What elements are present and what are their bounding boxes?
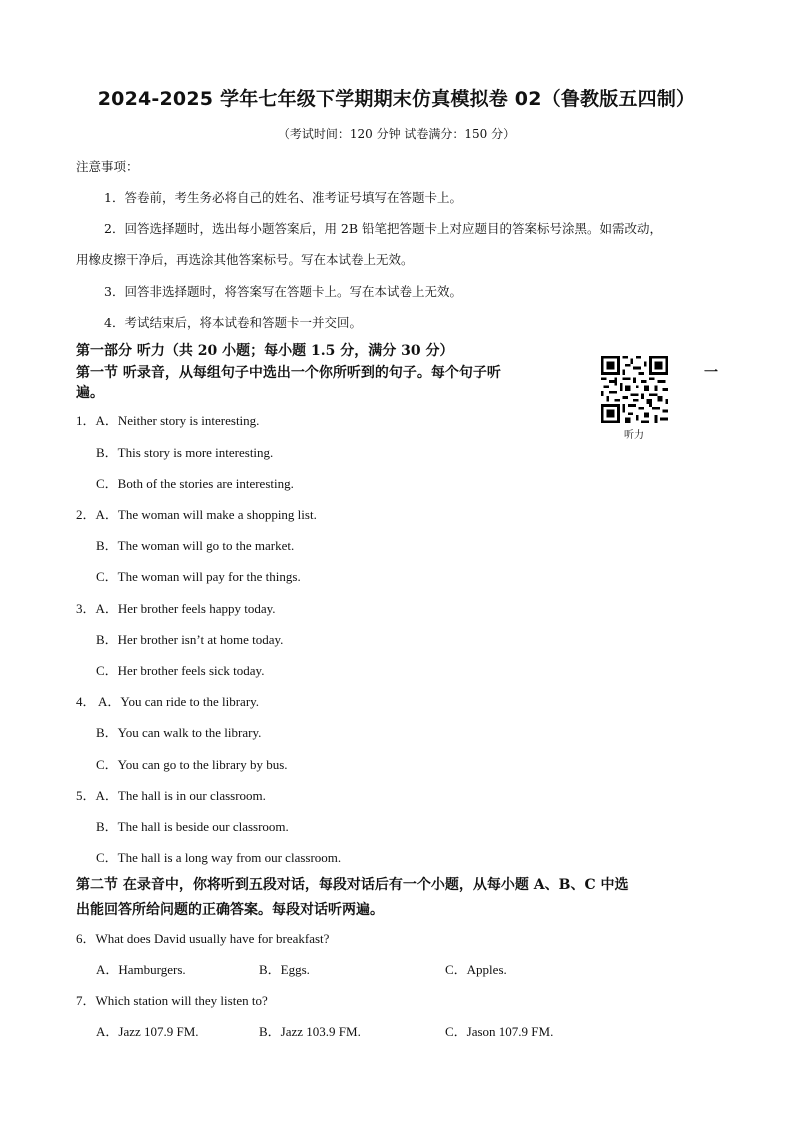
q4-option-c: C．You can go to the library by bus. bbox=[96, 757, 288, 772]
q2-option-c: C．The woman will pay for the things. bbox=[96, 569, 301, 584]
section1-heading-tail: 一 bbox=[704, 365, 718, 381]
note-item-4: 4．考试结束后，将本试卷和答题卡一并交回。 bbox=[104, 315, 362, 330]
exam-info: （考试时间：120 分钟 试卷满分：150 分） bbox=[277, 127, 516, 141]
q6-question: 6．What does David usually have for breakfast? bbox=[76, 931, 330, 946]
section1-heading-cont: 遍。 bbox=[76, 385, 104, 401]
q4-option-a: 4． A．You can ride to the library. bbox=[76, 694, 260, 709]
q1-option-a: 1．A．Neither story is interesting. bbox=[76, 413, 260, 428]
q1-option-c: C．Both of the stories are interesting. bbox=[96, 476, 294, 491]
q7-option-a: A．Jazz 107.9 FM. bbox=[96, 1024, 199, 1039]
q7-option-c: C．Jason 107.9 FM. bbox=[445, 1024, 554, 1039]
notes-heading: 注意事项： bbox=[76, 159, 139, 174]
q1-option-b: B．This story is more interesting. bbox=[96, 445, 274, 460]
q2-option-b: B．The woman will go to the market. bbox=[96, 538, 295, 553]
note-item-1: 1．答卷前，考生务必将自己的姓名、准考证号填写在答题卡上。 bbox=[104, 190, 462, 205]
note-item-2-line-1: 2．回答选择题时，选出每小题答案后，用 2B 铅笔把答题卡上对应题目的答案标号涂黑。如需改动， bbox=[104, 221, 663, 236]
qr-label: 听力 bbox=[624, 430, 644, 441]
q5-option-b: B．The hall is beside our classroom. bbox=[96, 819, 289, 834]
q6-option-a: A．Hamburgers. bbox=[96, 962, 186, 977]
listening-qr-code-icon[interactable] bbox=[601, 356, 668, 423]
section2-heading-cont: 出能回答所给问题的正确答案。每段对话听两遍。 bbox=[76, 902, 384, 918]
note-item-2-line-2: 用橡皮擦干净后，再选涂其他答案标号。写在本试卷上无效。 bbox=[76, 252, 414, 267]
note-item-3: 3．回答非选择题时，将答案写在答题卡上。写在本试卷上无效。 bbox=[104, 284, 462, 299]
q3-option-c: C．Her brother feels sick today. bbox=[96, 663, 265, 678]
q6-option-c: C．Apples. bbox=[445, 962, 507, 977]
q3-option-b: B．Her brother isn’t at home today. bbox=[96, 632, 284, 647]
q7-question: 7．Which station will they listen to? bbox=[76, 993, 268, 1008]
page-title: 2024-2025 学年七年级下学期期末仿真模拟卷 02（鲁教版五四制） bbox=[97, 88, 696, 110]
q6-option-b: B．Eggs. bbox=[259, 962, 310, 977]
q3-option-a: 3．A．Her brother feels happy today. bbox=[76, 601, 276, 616]
q5-option-a: 5．A．The hall is in our classroom. bbox=[76, 788, 266, 803]
q5-option-c: C．The hall is a long way from our classroom. bbox=[96, 850, 342, 865]
section2-heading: 第二节 在录音中，你将听到五段对话，每段对话后有一个小题，从每小题 A、B、C 中选 bbox=[76, 877, 629, 893]
q2-option-a: 2．A．The woman will make a shopping list. bbox=[76, 507, 317, 522]
section1-heading: 第一节 听录音，从每组句子中选出一个你所听到的句子。每个句子听 bbox=[76, 365, 501, 381]
q7-option-b: B．Jazz 103.9 FM. bbox=[259, 1024, 361, 1039]
part1-heading: 第一部分 听力（共 20 小题；每小题 1.5 分，满分 30 分） bbox=[76, 343, 454, 359]
q4-option-b: B．You can walk to the library. bbox=[96, 725, 262, 740]
